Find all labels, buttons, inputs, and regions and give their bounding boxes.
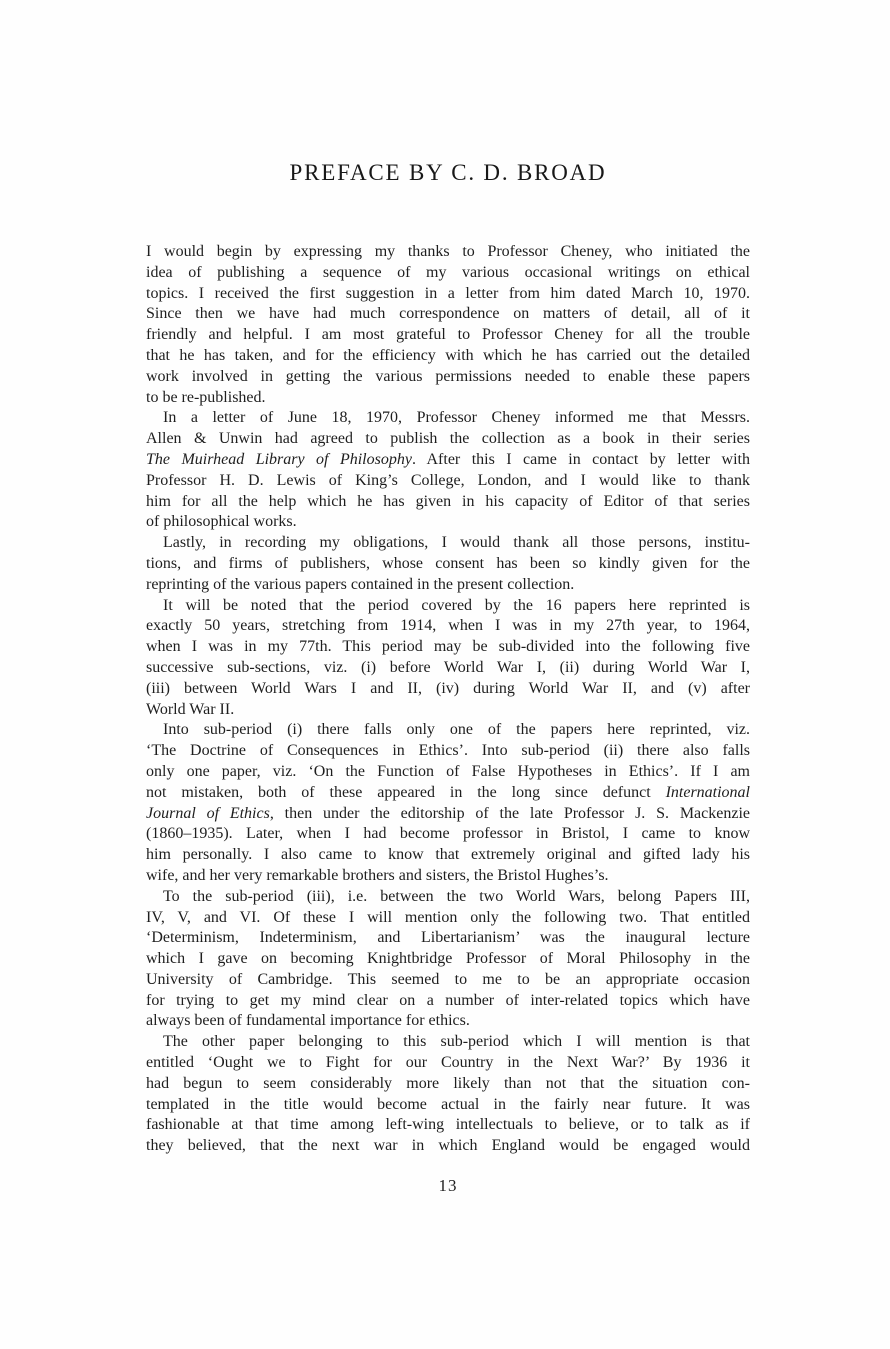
text-segment: IV, V, and VI. Of these I will mention only the following two. That entitled [146,908,750,926]
text-segment: always been of fundamental importance for ethics. [146,1012,470,1030]
text-segment: entitled ‘Ought we to Fight for our Country in the Next War?’ By 1936 it [146,1054,750,1072]
text-line [146,1074,750,1095]
text-line [146,1032,750,1053]
italic-text-segment: Journal of Ethics [146,804,270,822]
text-segment: Into sub-period (i) there falls only one of the papers here reprinted, viz. [163,721,750,739]
text-line [146,388,750,409]
text-segment: friendly and helpful. I am most grateful to Professor Cheney for all the trouble [146,326,750,344]
text-segment: they believed, that the next war in which England would be engaged would [146,1137,750,1155]
page-body [146,242,750,1157]
page-number: 13 [438,1176,458,1195]
text-segment: To the sub-period (iii), i.e. between the two World Wars, belong Papers III, [163,887,750,905]
text-segment: I would begin by expressing my thanks to Professor Cheney, who initiated the [146,243,750,260]
text-line [146,492,750,513]
text-line [146,450,750,471]
text-line [146,429,750,450]
text-line [146,991,750,1012]
text-line [146,908,750,929]
text-line [146,866,750,887]
text-line [146,970,750,991]
text-line [146,679,750,700]
text-segment: Professor H. D. Lewis of King’s College, London, and I would like to thank [146,471,750,489]
text-segment: had begun to seem considerably more likely than not that the situation con- [146,1074,750,1092]
page-title: PREFACE BY C. D. BROAD [289,160,607,185]
text-line [146,1095,750,1116]
text-segment: exactly 50 years, stretching from 1914, when I was in my 27th year, to 1964, [146,617,750,635]
text-segment: University of Cambridge. This seemed to me to be an appropriate occasion [146,970,750,988]
text-line [146,596,750,617]
text-segment: World War II. [146,700,235,718]
text-segment: to be re-published. [146,388,266,406]
italic-text-segment: The Muirhead Library of Philosophy [146,450,412,468]
text-segment: of philosophical works. [146,513,297,531]
text-line [146,284,750,305]
text-segment: The other paper belonging to this sub-period which I will mention is that [163,1033,750,1051]
text-segment: fashionable at that time among left-wing intellectuals to believe, or to talk as if [146,1116,750,1134]
text-line [146,304,750,325]
text-segment: that he has taken, and for the efficiency with which he has carried out the detailed [146,346,750,364]
text-line [146,720,750,741]
text-line [146,887,750,908]
text-segment: topics. I received the first suggestion in a letter from him dated March 10, 1970. [146,284,750,302]
text-line [146,471,750,492]
text-segment: ‘Determinism, Indeterminism, and Libertarianism’ was the inaugural lecture [146,929,750,947]
text-segment: idea of publishing a sequence of my various occasional writings on ethical [146,263,750,281]
text-line [146,804,750,825]
text-line [146,325,750,346]
text-line [146,1053,750,1074]
text-segment: ‘The Doctrine of Consequences in Ethics’. Into sub-period (ii) there also falls [146,742,750,760]
text-line [146,741,750,762]
text-segment: successive sub-sections, viz. (i) before World War I, (ii) during World War I, [146,658,750,676]
text-line [146,263,750,284]
text-line [146,783,750,804]
text-line [146,949,750,970]
text-line [146,845,750,866]
text-line [146,824,750,845]
text-line [146,700,750,721]
text-line [146,658,750,679]
text-segment: reprinting of the various papers contained in the present collection. [146,575,575,593]
text-segment: In a letter of June 18, 1970, Professor Cheney informed me that Messrs. [163,409,750,427]
text-segment: him personally. I also came to know that extremely original and gifted lady his [146,846,750,864]
text-line [146,346,750,367]
text-line [146,762,750,783]
text-line [146,367,750,388]
italic-text-segment: International [665,783,750,801]
text-segment: Since then we have had much correspondence on matters of detail, all of it [146,305,750,323]
text-segment: tions, and firms of publishers, whose consent has been so kindly given for the [146,554,750,572]
text-segment: wife, and her very remarkable brothers and sisters, the Bristol Hughes’s. [146,866,609,884]
text-line [146,637,750,658]
text-segment: which I gave on becoming Knightbridge Professor of Moral Philosophy in the [146,950,750,968]
text-segment: for trying to get my mind clear on a number of inter-related topics which have [146,991,750,1009]
text-segment: when I was in my 77th. This period may be sub-divided into the following five [146,638,750,656]
text-segment: him for all the help which he has given in his capacity of Editor of that series [146,492,750,510]
text-segment: only one paper, viz. ‘On the Function of False Hypotheses in Ethics’. If I am [146,762,750,780]
text-line [146,575,750,596]
text-line [146,533,750,554]
text-column [146,160,750,1157]
text-segment: . After this I came in contact by letter with [411,450,750,468]
text-line [146,512,750,533]
text-line [146,928,750,949]
text-segment: not mistaken, both of these appeared in the long since defunct [146,783,666,801]
text-segment: Allen & Unwin had agreed to publish the collection as a book in their series [146,430,750,448]
text-line [146,1115,750,1136]
text-line [146,616,750,637]
text-segment: work involved in getting the various permissions needed to enable these papers [146,367,750,385]
text-segment: It will be noted that the period covered by the 16 papers here reprinted is [163,596,750,614]
text-line [146,554,750,575]
text-line [146,242,750,263]
text-segment: templated in the title would become actual in the fairly near future. It was [146,1095,750,1113]
text-line [146,1011,750,1032]
text-segment: (1860–1935). Later, when I had become professor in Bristol, I came to know [146,825,750,843]
text-segment: Lastly, in recording my obligations, I would thank all those persons, institu- [163,534,750,552]
text-segment: , then under the editorship of the late Professor J. S. Mackenzie [269,804,750,822]
text-line [146,408,750,429]
text-segment: (iii) between World Wars I and II, (iv) during World War II, and (v) after [146,679,750,697]
text-line [146,1136,750,1157]
